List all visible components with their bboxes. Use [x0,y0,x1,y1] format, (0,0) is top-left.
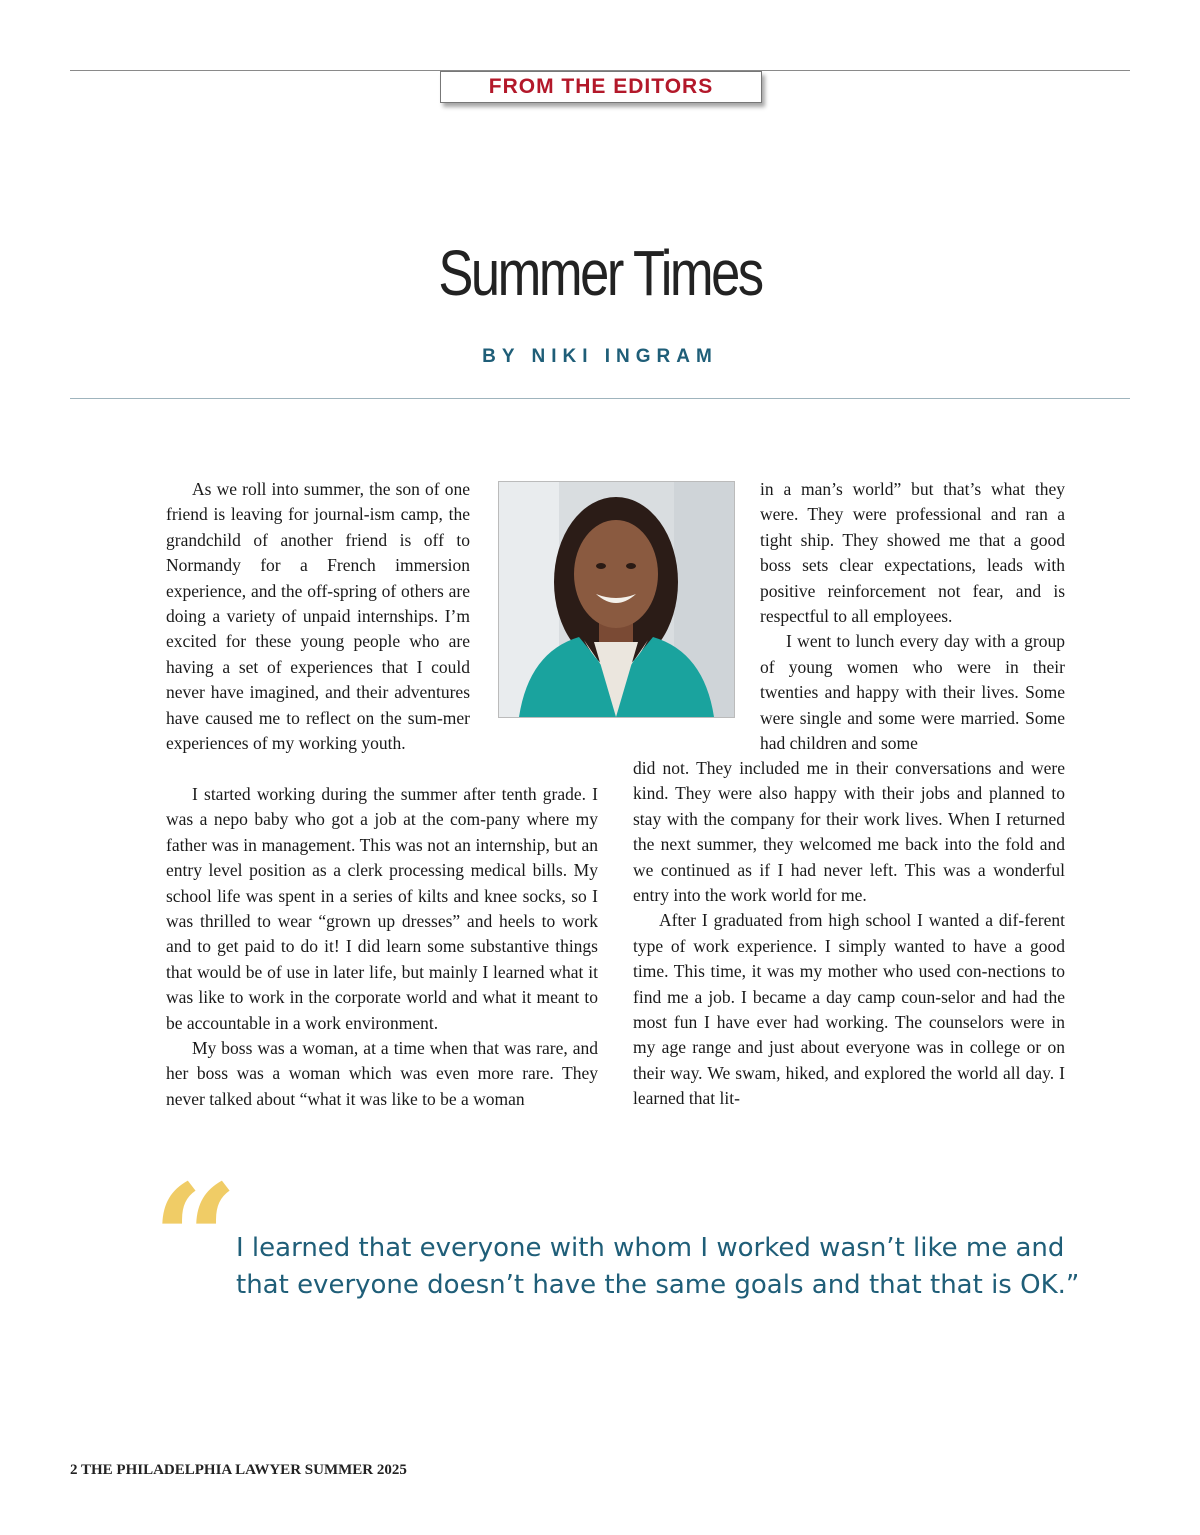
paragraph: did not. They included me in their conversations and were kind. They were also happy with their jobs and planned to stay with the company for their work lives. When I returned the next summer, they welcomed me back into the fold and we continued as if I had never left. This was a wonderful entry into the work world for me. [633,758,1065,906]
paragraph: My boss was a woman, at a time when that was rare, and her boss was a woman which was even more rare. They never talked about “what it was like to be a woman [166,1038,598,1109]
section-label: FROM THE EDITORS [488,75,714,98]
article-title: Summer Times [438,237,762,309]
column-left-top [166,477,470,756]
header-rule [70,398,1130,399]
author-photo [498,481,735,718]
column-right-bottom [633,756,1065,1112]
author-portrait-illustration [499,482,734,717]
column-left-bottom [166,782,598,1112]
column-right-top [760,477,1065,756]
page-footer: 2 THE PHILADELPHIA LAWYER SUMMER 2025 [70,1462,407,1478]
paragraph: in a man’s world” but that’s what they were. They were professional and ran a tight ship. They showed me that a good boss sets clear expectations, leads with positive reinforcement not fear, and is respectful to all employees. [760,479,1065,627]
paragraph: After I graduated from high school I wanted a dif-ferent type of work experience. I simply wanted to have a good time. This time, it was my mother who used con-nections to find me a job. I became a day camp coun-selor and had the most fun I have ever had working. The counselors were in my age range and just about everyone was in college or on their way. We swam, hiked, and explored the world all day. I learned that lit- [633,910,1065,1109]
paragraph: I went to lunch every day with a group of young women who were in their twenties and happy with their lives. Some were single and some were married. Some had children and some [760,631,1065,754]
pull-quote: I learned that everyone with whom I worked wasn’t like me and that everyone doesn’t have the same goals and that that is OK.” [236,1233,1080,1300]
paragraph: As we roll into summer, the son of one friend is leaving for journal-ism camp, the grandchild of another friend is off to Normandy for a French immersion experience, and the off-spring of others are doing a variety of unpaid internships. I’m excited for these young people who are having a set of experiences that I could never have imagined, and their adventures have caused me to reflect on the sum-mer experiences of my working youth. [166,479,470,754]
byline: BY NIKI INGRAM [482,346,718,367]
quote-mark-icon: “ [152,1152,239,1328]
section-tab [440,71,762,103]
paragraph: I started working during the summer after tenth grade. I was a nepo baby who got a job at the com-pany where my father was in management. This was not an internship, but an entry level position as a clerk processing medical bills. My school life was spent in a series of kilts and knee socks, so I was thrilled to wear “grown up dresses” and heels to work and to get paid to do it! I did learn some substantive things that would be of use in later life, but mainly I learned what it was like to work in the corporate world and what it meant to be accountable in a work environment. [166,784,598,1033]
